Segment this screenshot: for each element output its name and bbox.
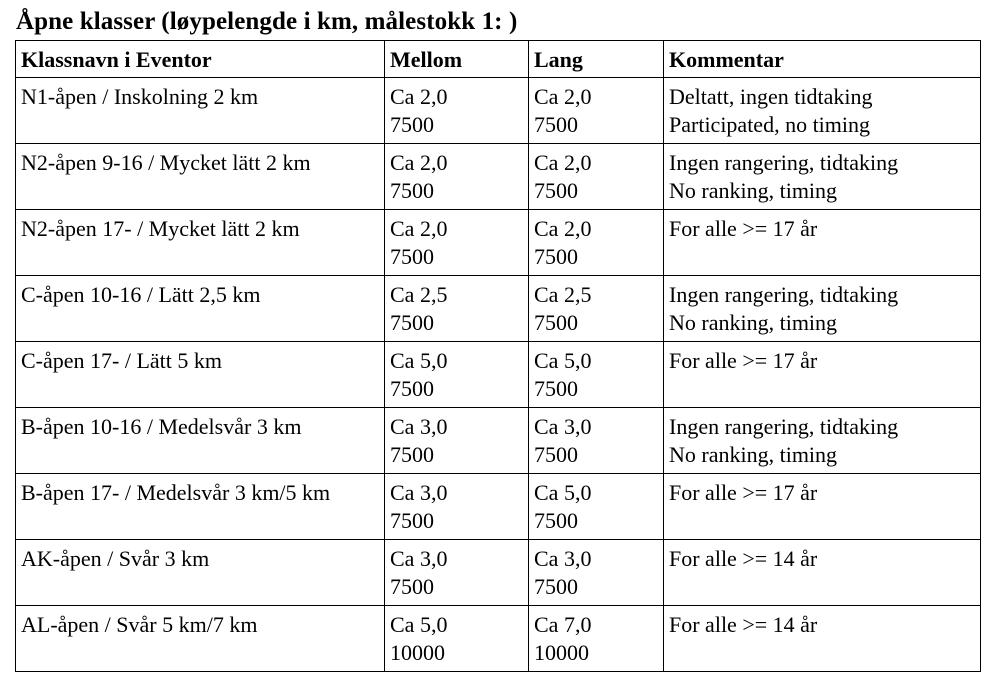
lang-cell <box>529 540 664 606</box>
cell-text: N2-åpen 9-16 / Mycket lätt 2 km <box>21 150 311 175</box>
cell-line-1: Ca 2,0 <box>534 150 592 175</box>
cell-line-2: 7500 <box>534 375 578 401</box>
cell-line-1: Ca 3,0 <box>390 546 448 571</box>
header-mellom: Mellom <box>385 41 529 78</box>
cell-line-2: No ranking, timing <box>669 441 838 467</box>
cell-line-2: No ranking, timing <box>669 177 838 203</box>
cell-line-1: For alle >= 14 år <box>669 546 818 571</box>
table-row <box>16 540 981 606</box>
comment-cell <box>664 342 981 408</box>
cell-line-2: Participated, no timing <box>669 111 871 137</box>
lang-cell <box>529 276 664 342</box>
cell-line-1: Ca 5,0 <box>534 348 592 373</box>
cell-line-1: Ca 2,0 <box>534 84 592 109</box>
cell-line-2: 7500 <box>390 243 434 269</box>
header-kommentar: Kommentar <box>664 41 981 78</box>
cell-line-2: 10000 <box>390 639 445 665</box>
cell-line-2: No ranking, timing <box>669 309 838 335</box>
comment-cell <box>664 210 981 276</box>
cell-line-1: Ca 5,0 <box>390 612 448 637</box>
comment-cell <box>664 78 981 144</box>
cell-text: N2-åpen 17- / Mycket lätt 2 km <box>21 216 300 241</box>
table-row <box>16 78 981 144</box>
comment-cell <box>664 606 981 672</box>
cell-line-1: Ingen rangering, tidtaking <box>669 282 899 307</box>
cell-line-1: Ca 3,0 <box>534 546 592 571</box>
lang-cell <box>529 408 664 474</box>
mellom-cell <box>385 408 529 474</box>
classes-table <box>15 40 981 672</box>
cell-line-1: Ca 2,0 <box>390 84 448 109</box>
cell-line-2: 7500 <box>534 441 578 467</box>
mellom-cell <box>385 540 529 606</box>
cell-line-1: Ca 7,0 <box>534 612 592 637</box>
cell-line-1: Ca 3,0 <box>390 414 448 439</box>
lang-cell <box>529 342 664 408</box>
mellom-cell <box>385 606 529 672</box>
cell-line-1: Ca 2,0 <box>390 150 448 175</box>
comment-cell <box>664 276 981 342</box>
cell-line-1: Ingen rangering, tidtaking <box>669 414 899 439</box>
cell-line-2: 7500 <box>390 375 434 401</box>
class-name-cell <box>16 78 385 144</box>
mellom-cell <box>385 210 529 276</box>
table-row <box>16 210 981 276</box>
lang-cell <box>529 474 664 540</box>
cell-line-1: For alle >= 14 år <box>669 612 818 637</box>
header-klassnavn: Klassnavn i Eventor <box>16 41 385 78</box>
cell-text: AL-åpen / Svår 5 km/7 km <box>21 612 258 637</box>
table-row <box>16 144 981 210</box>
mellom-cell <box>385 474 529 540</box>
mellom-cell <box>385 144 529 210</box>
table-row <box>16 276 981 342</box>
cell-line-2: 7500 <box>390 309 434 335</box>
cell-line-1: Ca 2,0 <box>390 216 448 241</box>
cell-line-1: For alle >= 17 år <box>669 348 818 373</box>
header-lang: Lang <box>529 41 664 78</box>
table-row <box>16 342 981 408</box>
cell-line-1: Ca 5,0 <box>534 480 592 505</box>
comment-cell <box>664 144 981 210</box>
mellom-cell <box>385 342 529 408</box>
cell-text: N1-åpen / Inskolning 2 km <box>21 84 259 109</box>
cell-line-2: 7500 <box>390 507 434 533</box>
class-name-cell <box>16 408 385 474</box>
class-name-cell <box>16 210 385 276</box>
cell-line-1: Ca 2,5 <box>390 282 448 307</box>
class-name-cell <box>16 144 385 210</box>
cell-line-2: 7500 <box>534 507 578 533</box>
cell-line-1: Ca 5,0 <box>390 348 448 373</box>
cell-line-1: Ca 3,0 <box>390 480 448 505</box>
cell-line-2: 7500 <box>390 441 434 467</box>
comment-cell <box>664 540 981 606</box>
cell-line-1: Deltatt, ingen tidtaking <box>669 84 873 109</box>
cell-line-2: 7500 <box>390 573 434 599</box>
class-name-cell <box>16 540 385 606</box>
cell-line-2: 7500 <box>534 309 578 335</box>
table-row <box>16 408 981 474</box>
cell-line-2: 10000 <box>534 639 589 665</box>
class-name-cell <box>16 474 385 540</box>
cell-line-1: Ca 2,5 <box>534 282 592 307</box>
cell-text: AK-åpen / Svår 3 km <box>21 546 210 571</box>
lang-cell <box>529 606 664 672</box>
cell-text: B-åpen 17- / Medelsvår 3 km/5 km <box>21 480 331 505</box>
lang-cell <box>529 78 664 144</box>
cell-line-2: 7500 <box>534 243 578 269</box>
class-name-cell <box>16 606 385 672</box>
cell-line-1: Ca 3,0 <box>534 414 592 439</box>
comment-cell <box>664 408 981 474</box>
cell-line-2: 7500 <box>534 177 578 203</box>
table-row <box>16 474 981 540</box>
cell-line-1: For alle >= 17 år <box>669 480 818 505</box>
class-name-cell <box>16 276 385 342</box>
page-title: Åpne klasser (løypelengde i km, målestokk 1: ) <box>16 8 518 35</box>
cell-line-2: 7500 <box>534 111 578 137</box>
cell-text: C-åpen 17- / Lätt 5 km <box>21 348 223 373</box>
cell-line-2: 7500 <box>390 111 434 137</box>
cell-line-1: For alle >= 17 år <box>669 216 818 241</box>
mellom-cell <box>385 78 529 144</box>
cell-text: C-åpen 10-16 / Lätt 2,5 km <box>21 282 261 307</box>
table-header-row <box>16 41 981 78</box>
lang-cell <box>529 144 664 210</box>
cell-line-1: Ingen rangering, tidtaking <box>669 150 899 175</box>
cell-text: B-åpen 10-16 / Medelsvår 3 km <box>21 414 302 439</box>
table-row <box>16 606 981 672</box>
cell-line-1: Ca 2,0 <box>534 216 592 241</box>
cell-line-2: 7500 <box>534 573 578 599</box>
comment-cell <box>664 474 981 540</box>
lang-cell <box>529 210 664 276</box>
class-name-cell <box>16 342 385 408</box>
cell-line-2: 7500 <box>390 177 434 203</box>
mellom-cell <box>385 276 529 342</box>
